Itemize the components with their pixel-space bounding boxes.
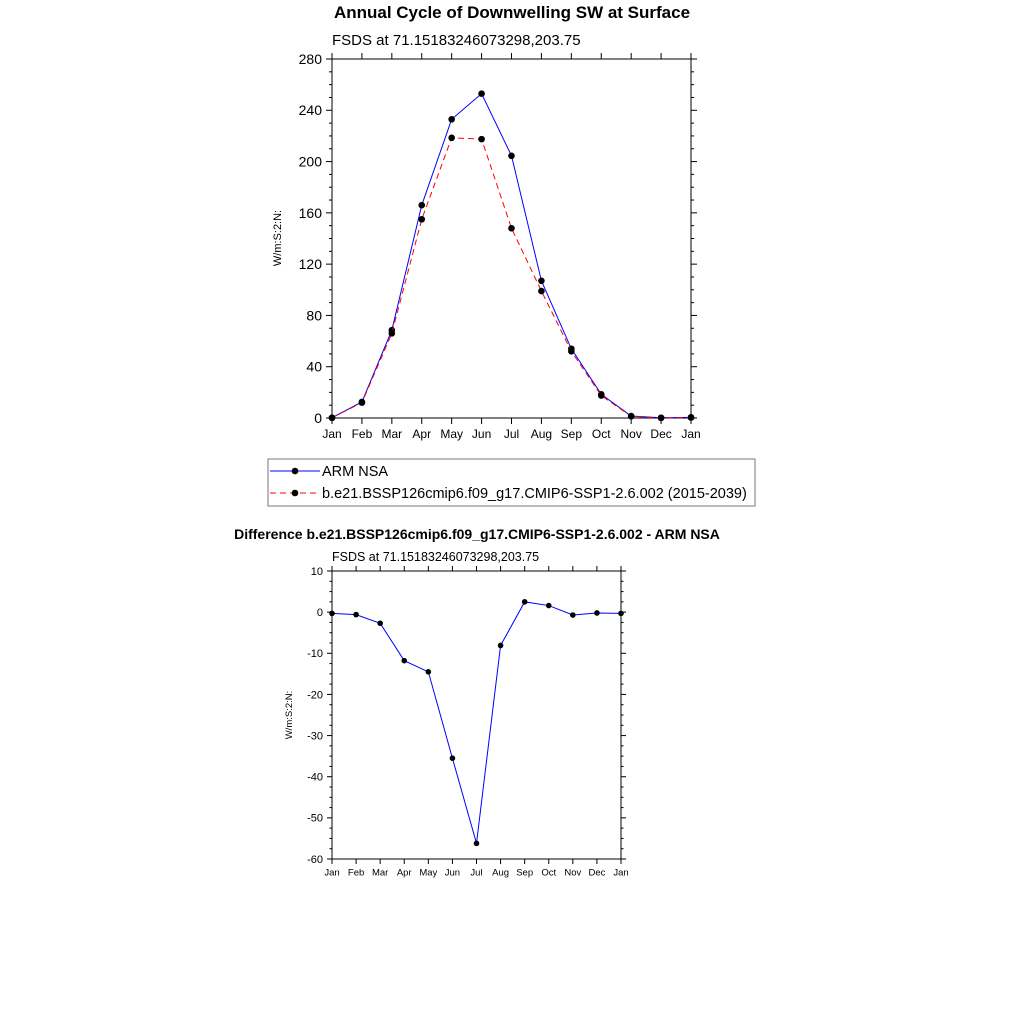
x-tick-label: Dec [588, 867, 606, 879]
y-tick-label: 160 [298, 204, 322, 221]
data-point [498, 643, 504, 649]
x-tick-label: Jan [324, 867, 340, 879]
annual-cycle-chart [268, 3, 755, 506]
x-tick-label: Feb [351, 427, 373, 441]
y-axis-label: W/m:S:2:N: [272, 209, 284, 267]
x-tick-label: Jul [503, 427, 520, 441]
data-point [329, 611, 335, 617]
data-point [546, 603, 552, 609]
x-tick-label: Apr [412, 427, 432, 441]
data-point [598, 392, 605, 399]
diff-y-tick-labels [307, 566, 323, 866]
difference-chart [234, 526, 720, 879]
series-line-0 [332, 94, 691, 418]
series-line-1 [332, 138, 691, 418]
y-tick-label: -50 [307, 812, 323, 825]
legend-marker-model [292, 490, 299, 497]
x-tick-label: Apr [396, 867, 412, 879]
x-tick-label: Mar [381, 427, 403, 441]
data-point [353, 612, 359, 618]
x-tick-label: Dec [650, 427, 672, 441]
diff-chart-subtitle: FSDS at 71.15183246073298,203.75 [332, 550, 540, 564]
y-tick-label: 40 [306, 358, 322, 375]
chart-title: Annual Cycle of Downwelling SW at Surface [333, 3, 691, 22]
series-layer [329, 90, 695, 421]
data-point [389, 330, 396, 337]
data-point [522, 599, 528, 605]
x-tick-label: May [440, 427, 464, 441]
data-point [359, 399, 366, 406]
x-tick-label: Mar [371, 867, 389, 879]
y-tick-label: 0 [314, 409, 322, 426]
data-point [448, 116, 455, 123]
x-tick-label: Aug [530, 427, 553, 441]
data-point [418, 202, 425, 209]
x-tick-label: Jan [322, 427, 342, 441]
data-point [426, 669, 432, 675]
series-line-0 [332, 602, 621, 844]
data-point [594, 610, 600, 616]
data-point [508, 225, 515, 232]
data-point [329, 414, 336, 421]
y-tick-labels [299, 51, 323, 426]
data-point [377, 620, 383, 626]
y-tick-label: 200 [298, 153, 322, 170]
data-point [478, 136, 485, 143]
x-tick-label: Jun [471, 427, 492, 441]
y-tick-label: -30 [307, 730, 323, 743]
x-tick-label: Sep [560, 427, 583, 441]
y-tick-label: -20 [307, 689, 323, 702]
x-tick-label: Sep [516, 867, 534, 879]
x-tick-label: Feb [347, 867, 365, 879]
legend-label-model: b.e21.BSSP126cmip6.f09_g17.CMIP6-SSP1-2.6.002 (2015-2039) [322, 486, 747, 502]
data-point [478, 90, 485, 97]
diff-y-axis-label: W/m:S:2:N: [284, 690, 295, 740]
legend-label-arm-nsa: ARM NSA [322, 464, 389, 480]
x-tick-label: Jul [470, 867, 483, 879]
diff-series-layer [329, 599, 624, 846]
data-point [688, 414, 695, 421]
data-point [538, 278, 545, 285]
x-tick-label: Oct [541, 867, 557, 879]
x-tick-label: Aug [492, 867, 510, 879]
chart-subtitle: FSDS at 71.15183246073298,203.75 [332, 32, 581, 49]
x-tick-label: Nov [620, 427, 642, 441]
x-tick-label: Jun [444, 867, 461, 879]
x-tick-label: Oct [591, 427, 611, 441]
legend-marker-arm-nsa [292, 468, 299, 475]
axis-ticks [326, 53, 697, 424]
data-point [508, 153, 515, 160]
diff-chart-title: Difference b.e21.BSSP126cmip6.f09_g17.CMIP6-SSP1-2.6.002 - ARM NSA [234, 526, 720, 542]
x-tick-label: May [419, 867, 438, 879]
data-point [618, 611, 624, 617]
x-tick-label: Jan [681, 427, 701, 441]
y-tick-label: -40 [307, 771, 323, 784]
y-tick-label: 10 [310, 565, 323, 578]
data-point [628, 413, 635, 420]
data-point [401, 658, 407, 664]
y-tick-label: 80 [306, 307, 322, 324]
data-point [474, 841, 480, 847]
y-tick-label: 240 [298, 102, 322, 119]
diff-x-tick-labels [324, 868, 628, 879]
data-point [538, 288, 545, 295]
y-tick-label: -60 [307, 853, 323, 866]
x-tick-label: Nov [564, 867, 582, 879]
legend [268, 459, 755, 506]
y-tick-label: -10 [307, 648, 323, 661]
y-tick-label: 120 [298, 256, 322, 273]
data-point [568, 348, 575, 355]
data-point [450, 755, 456, 761]
y-tick-label: 280 [298, 50, 322, 67]
y-tick-label: 0 [316, 606, 323, 619]
plot-frame [332, 59, 691, 418]
data-point [658, 415, 665, 422]
data-point [448, 135, 455, 142]
x-tick-labels [322, 427, 700, 441]
data-point [570, 612, 576, 618]
x-tick-label: Jan [613, 867, 629, 879]
diff-axis-ticks [327, 566, 626, 864]
data-point [418, 216, 425, 223]
